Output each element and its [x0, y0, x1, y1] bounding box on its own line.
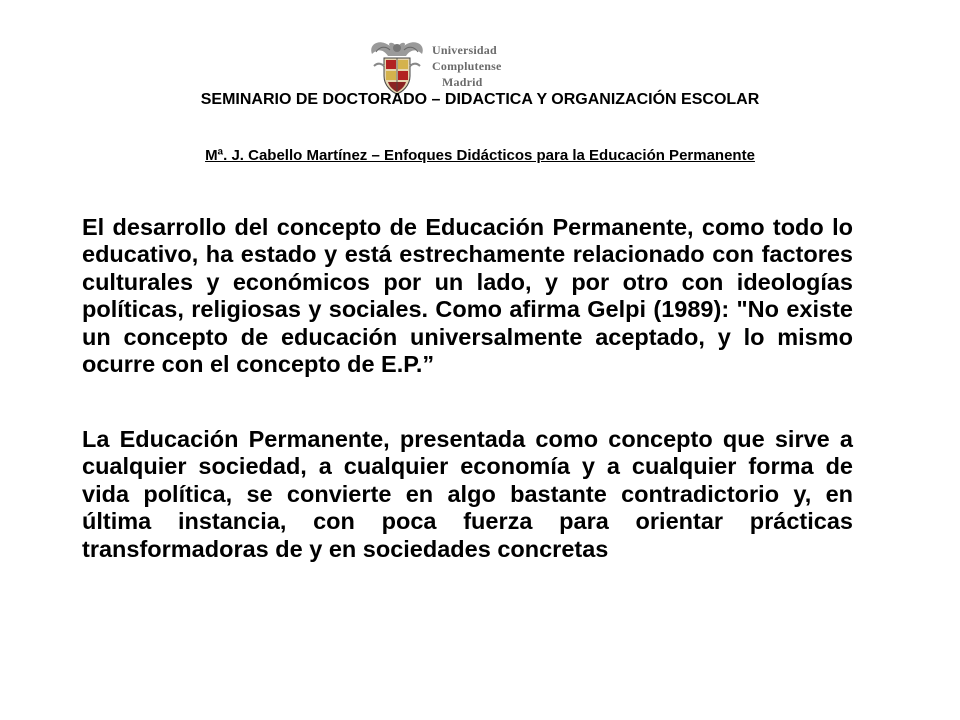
body-paragraph-2: La Educación Permanente, presentada como concepto que sirve a cualquier sociedad, a cualquier economía y a cualquier forma de vida política, se convierte en algo bastante contradictorio y, en última instancia, con poca fuerza para orientar prácticas transformadoras de y en sociedades concretas [82, 426, 853, 562]
author-subtitle: Mª. J. Cabello Martínez – Enfoques Didácticos para la Educación Permanente [205, 147, 755, 164]
university-name-line1: Universidad [432, 43, 497, 57]
seminar-title: SEMINARIO DE DOCTORADO – DIDACTICA Y ORGANIZACIÓN ESCOLAR [200, 91, 760, 108]
university-name-line3: Madrid [442, 75, 483, 89]
body-paragraph-1: El desarrollo del concepto de Educación Permanente, como todo lo educativo, ha estado y está estrechamente relacionado con factores culturales y económicos por un lado, y por otro con ideologías políticas, religiosas y sociales. Como afirma Gelpi (1989): "No existe un concepto de educación universalmente aceptado, y lo mismo ocurre con el concepto de E.P.” [82, 214, 853, 378]
university-name [432, 42, 502, 90]
university-crest-icon [366, 36, 428, 98]
university-logo [366, 36, 536, 98]
university-name-line2: Complutense [432, 59, 502, 73]
